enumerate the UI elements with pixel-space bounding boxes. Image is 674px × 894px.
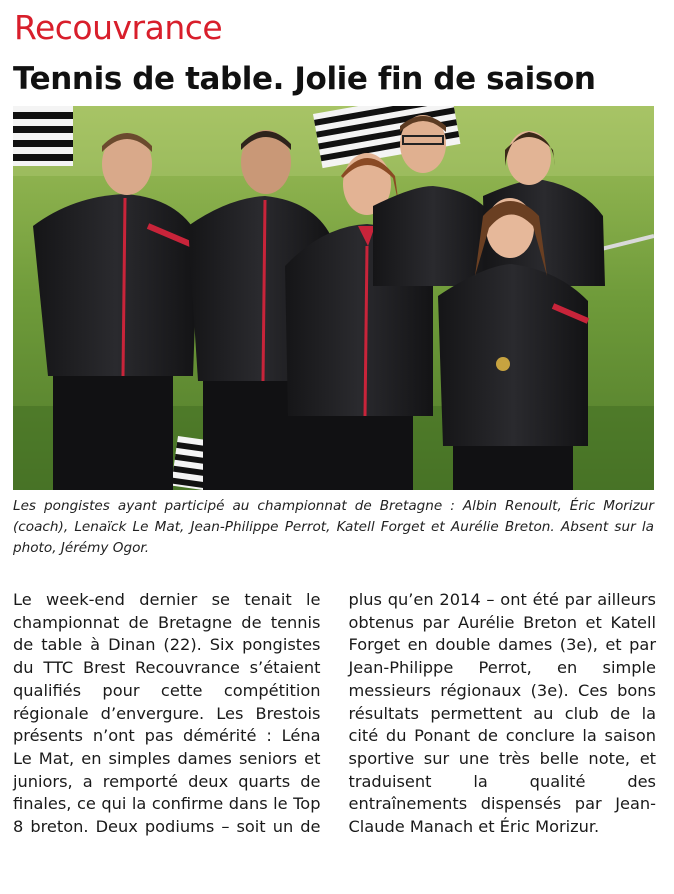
article-body xyxy=(13,589,656,861)
section-title: Recouvrance xyxy=(14,8,223,47)
photo-caption: Les pongistes ayant participé au championnat de Bretagne : Albin Renoult, Éric Morizur (coach), Lenaïck Le Mat, Jean-Philippe Perrot, Katell Forget et Aurélie Breton. Absent sur la photo, Jérémy Ogor. xyxy=(13,498,654,556)
team-photo xyxy=(13,106,654,490)
flag-left-icon xyxy=(13,106,73,166)
article-text: Le week-end dernier se tenait le championnat de Bretagne de tennis de table à Dinan (22). Six pongistes du TTC Brest Recouvrance s’étaient qualifiés pour cette compétition régionale d’envergure. Les Brestois présents n’ont pas démérité : Léna Le Mat, en simples dames seniors et juniors, a remporté deux quarts de finales, ce qui la confirme dans le Top 8 breton. Deux podiums – soit un de plus qu’en 2014 – ont été par ailleurs obtenus par Aurélie Breton et Katell Forget en double dames (3e), et par Jean-Philippe Perrot, en simple messieurs régionaux (3e). Ces bons résultats permettent au club de la cité du Ponant de conclure la saison sportive sur une très belle note, et traduisent la qualité des entraînements dispensés par Jean-Claude Manach et Éric Morizur. xyxy=(13,590,656,837)
article-headline: Tennis de table. Jolie fin de saison xyxy=(13,61,596,97)
